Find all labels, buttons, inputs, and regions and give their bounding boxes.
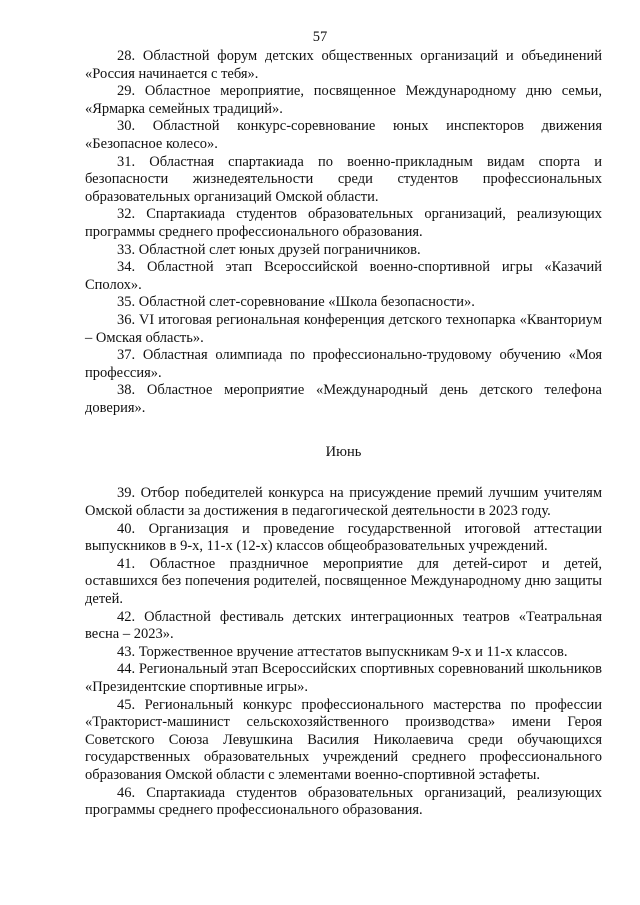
- list-item: 37. Областная олимпиада по профессионально-трудовому обучению «Моя профессия».: [85, 347, 602, 381]
- list-item: 29. Областное мероприятие, посвященное Международному дню семьи, «Ярмарка семейных традиций».: [85, 83, 602, 117]
- list-item: 35. Областной слет-соревнование «Школа безопасности».: [117, 294, 475, 311]
- list-item: 38. Областное мероприятие «Международный день детского телефона доверия».: [85, 382, 602, 416]
- list-item: 33. Областной слет юных друзей пограничников.: [117, 241, 421, 258]
- list-item: 30. Областной конкурс-соревнование юных инспекторов движения «Безопасное колесо».: [85, 118, 602, 152]
- list-item: 39. Отбор победителей конкурса на присуждение премий лучшим учителям Омской области за достижения в педагогической деятельности в 2023 году.: [85, 485, 602, 520]
- event-list-june: [85, 485, 602, 819]
- list-item: 36. VI итоговая региональная конференция детского технопарка «Кванториум – Омская область».: [85, 311, 602, 346]
- list-item: 44. Региональный этап Всероссийских спортивных соревнований школьников «Президентские спортивные игры».: [85, 661, 602, 695]
- list-item: 32. Спартакиада студентов образовательных организаций, реализующих программы среднего профессионального образования.: [85, 206, 602, 240]
- list-item: 28. Областной форум детских общественных организаций и объединений «Россия начинается с тебя».: [85, 48, 602, 82]
- list-item: 42. Областной фестиваль детских интеграционных театров «Театральная весна – 2023».: [85, 608, 602, 643]
- list-item: 31. Областная спартакиада по военно-прикладным видам спорта и безопасности жизнедеятельности среди студентов профессиональных образовательных организаций Омской области.: [85, 153, 602, 205]
- list-item: 45. Региональный конкурс профессионального мастерства по профессии «Тракторист-машинист сельскохозяйственного производства» имени Героя Советского Союза Левушкина Василия Николаевича среди обучающихся государственных образовательных учреждений среднего профессионального образования Омской области с элементами военно-спортивной эстафеты.: [85, 696, 602, 783]
- event-list-may: [85, 48, 602, 417]
- list-item: 43. Торжественное вручение аттестатов выпускникам 9-х и 11-х классов.: [117, 643, 568, 660]
- list-item: 41. Областное праздничное мероприятие для детей-сирот и детей, оставшихся без попечения родителей, посвященное Международному дню защиты детей.: [85, 555, 602, 608]
- page-number: 57: [312, 29, 328, 45]
- section-heading: Июнь: [325, 444, 362, 461]
- list-item: 40. Организация и проведение государственной итоговой аттестации выпускников в 9-х, 11-х (12-х) классов общеобразовательных учреждений.: [85, 520, 602, 555]
- document-body: [85, 48, 602, 820]
- list-item: 46. Спартакиада студентов образовательных организаций, реализующих программы среднего профессионального образования.: [85, 784, 602, 819]
- list-item: 34. Областной этап Всероссийской военно-спортивной игры «Казачий Сполох».: [85, 259, 602, 293]
